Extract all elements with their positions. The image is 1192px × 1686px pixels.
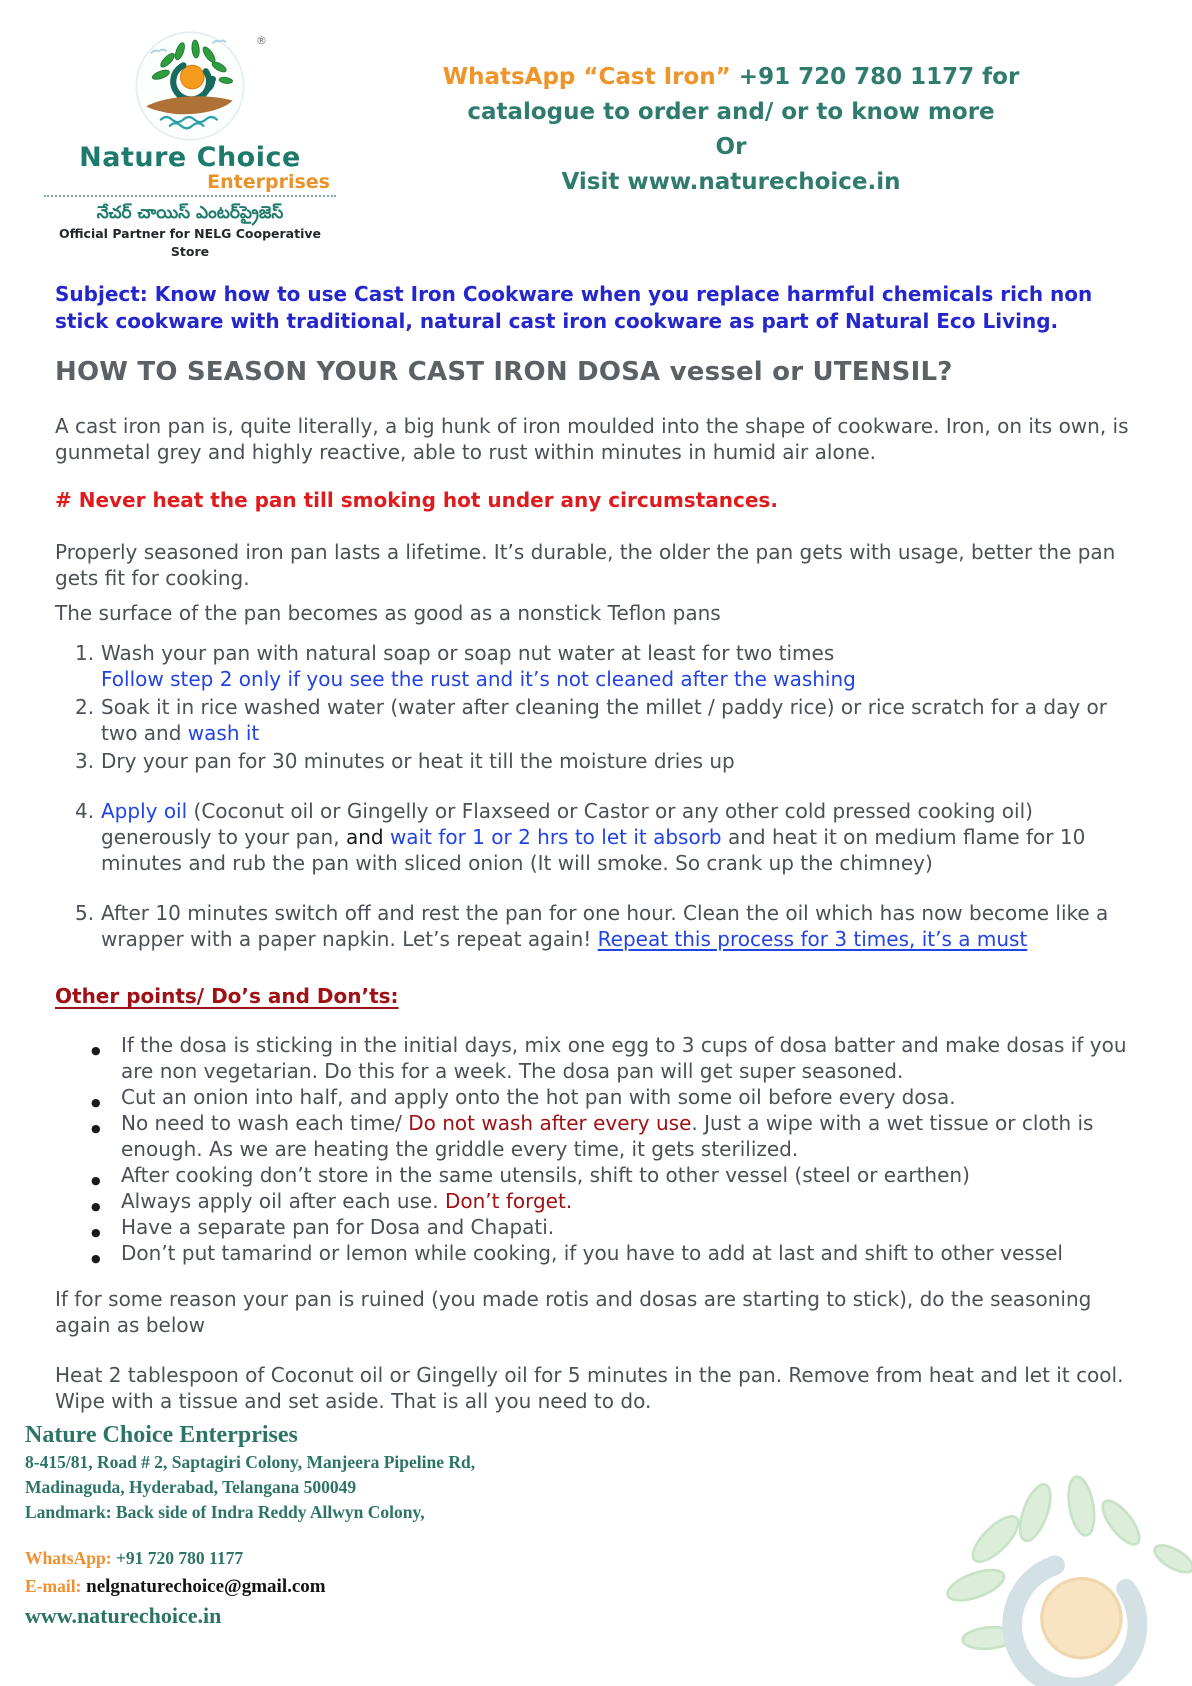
sun-icon bbox=[180, 65, 204, 89]
partner-line: Official Partner for NELG Cooperative Store bbox=[58, 226, 321, 259]
step-text: Dry your pan for 30 minutes or heat it till the moisture dries up bbox=[101, 749, 735, 773]
footer-email-address[interactable]: nelgnaturechoice@gmail.com bbox=[81, 1576, 326, 1597]
step-number: 2. bbox=[75, 695, 95, 719]
header-contact bbox=[340, 60, 1192, 261]
ruined-pan-paragraph: If for some reason your pan is ruined (you made rotis and dosas are starting to stick), do the seasoning again as below bbox=[55, 1287, 1092, 1337]
step-item-5 bbox=[55, 900, 1144, 952]
step-number: 4. bbox=[75, 799, 95, 823]
list-item: ● Don’t put tamarind or lemon while cooking, if you have to add at last and shift to other vessel bbox=[55, 1240, 1144, 1266]
step-text: Soak it in rice washed water (water after cleaning the millet / paddy rice) or rice scratch for a day or two and wash it bbox=[101, 695, 1108, 745]
step-item-1 bbox=[55, 640, 1144, 692]
footer-address-line-2: Madinaguda, Hyderabad, Telangana 500049 bbox=[25, 1477, 357, 1497]
website-link[interactable]: Visit www.naturechoice.in bbox=[561, 169, 901, 195]
step-item-2 bbox=[55, 694, 1144, 746]
list-item: ● Always apply oil after each use. Don’t forget. bbox=[55, 1188, 1144, 1214]
whatsapp-label: WhatsApp: bbox=[25, 1548, 112, 1568]
contact-line-2: catalogue to order and/ or to know more bbox=[467, 99, 995, 125]
brand-name-telugu: నేచర్ చాయిస్ ఎంటర్‌ప్రైజెస్ bbox=[96, 203, 284, 223]
intro-paragraph: A cast iron pan is, quite literally, a big hunk of iron moulded into the shape of cookware. Iron, on its own, is gunmetal grey and highly reactive, able to rust within minutes in humid air alone. bbox=[55, 414, 1129, 464]
step-text: After 10 minutes switch off and rest the pan for one hour. Clean the oil which has now become like a wrapper with a paper napkin. Let’s repeat again! Repeat this process for 3 times, it’s a must bbox=[101, 901, 1109, 951]
dos-donts-heading: Other points/ Do’s and Don’ts: bbox=[55, 984, 399, 1008]
list-item: ● If the dosa is sticking in the initial days, mix one egg to 3 cups of dosa batter and make dosas if you are non vegetarian. Do this for a week. The dosa pan will get super seasoned. bbox=[55, 1032, 1144, 1084]
page-title: HOW TO SEASON YOUR CAST IRON DOSA vessel or UTENSIL? bbox=[55, 357, 953, 387]
step-number: 5. bbox=[75, 901, 95, 925]
contact-line-3: Or bbox=[715, 134, 747, 160]
reseason-paragraph: Heat 2 tablespoon of Coconut oil or Gingelly oil for 5 minutes in the pan. Remove from heat and let it cool. Wipe with a tissue and set aside. That is all you need to do. bbox=[55, 1363, 1124, 1413]
list-item: ● Have a separate pan for Dosa and Chapati. bbox=[55, 1214, 1144, 1240]
step-item-3 bbox=[55, 748, 1144, 774]
footer bbox=[0, 1420, 1192, 1631]
whatsapp-number: +91 720 780 1177 for bbox=[730, 64, 1020, 90]
whatsapp-cta: WhatsApp “Cast Iron” bbox=[442, 64, 731, 90]
lifetime-paragraph: Properly seasoned iron pan lasts a lifetime. It’s durable, the older the pan gets with usage, better the pan gets fit for cooking. bbox=[55, 540, 1116, 590]
warning-line: # Never heat the pan till smoking hot under any circumstances. bbox=[55, 488, 778, 512]
list-item: ● No need to wash each time/ Do not wash after every use. Just a wipe with a wet tissue or cloth is enough. As we are heating the griddle every time, it gets sterilized. bbox=[55, 1110, 1144, 1162]
document-body bbox=[0, 281, 1192, 1414]
step-item-4 bbox=[55, 798, 1144, 876]
footer-email-line bbox=[25, 1573, 1192, 1601]
list-item: ● After cooking don’t store in the same utensils, shift to other vessel (steel or earthen) bbox=[55, 1162, 1144, 1188]
footer-whatsapp-number[interactable]: +91 720 780 1177 bbox=[111, 1548, 244, 1568]
company-logo bbox=[40, 26, 340, 261]
footer-website-link[interactable]: www.naturechoice.in bbox=[25, 1603, 222, 1628]
subject-line: Subject: Know how to use Cast Iron Cookware when you replace harmful chemicals rich non stick cookware with traditional, natural cast iron cookware as part of Natural Eco Living. bbox=[55, 282, 1093, 333]
footer-company-name: Nature Choice Enterprises bbox=[25, 1422, 298, 1448]
footer-whatsapp-line bbox=[25, 1545, 1192, 1573]
step-text: Wash your pan with natural soap or soap nut water at least for two times Follow step 2 only if you see the rust and it’s not cleaned after the washing bbox=[101, 641, 856, 691]
contact-line-1 bbox=[340, 60, 1122, 95]
footer-landmark: Landmark: Back side of Indra Reddy Allwyn Colony, bbox=[25, 1502, 425, 1522]
brand-subtitle: Enterprises bbox=[207, 171, 330, 193]
registered-trademark: ® bbox=[256, 34, 267, 47]
email-label: E-mail: bbox=[25, 1576, 82, 1596]
step-number: 3. bbox=[75, 749, 95, 773]
step-text: Apply oil (Coconut oil or Gingelly or Flaxseed or Castor or any other cold pressed cooking oil) generously to your pan, and wait for 1 or 2 hrs to let it absorb and heat it on medium flame for 10 minutes and rub the pan with sliced onion (It will smoke. So crank up the chimney) bbox=[101, 799, 1086, 875]
seasoning-steps-list bbox=[55, 640, 1144, 952]
dotted-divider bbox=[44, 195, 336, 197]
step-number: 1. bbox=[75, 641, 95, 665]
brand-name: Nature Choice bbox=[79, 142, 301, 173]
nature-choice-logo-icon bbox=[134, 30, 246, 142]
list-item: ● Cut an onion into half, and apply onto the hot pan with some oil before every dosa. bbox=[55, 1084, 1144, 1110]
surface-paragraph: The surface of the pan becomes as good as a nonstick Teflon pans bbox=[55, 601, 721, 625]
dos-donts-list bbox=[55, 1032, 1144, 1266]
header bbox=[0, 0, 1192, 261]
footer-address-line-1: 8-415/81, Road # 2, Saptagiri Colony, Manjeera Pipeline Rd, bbox=[25, 1452, 476, 1472]
